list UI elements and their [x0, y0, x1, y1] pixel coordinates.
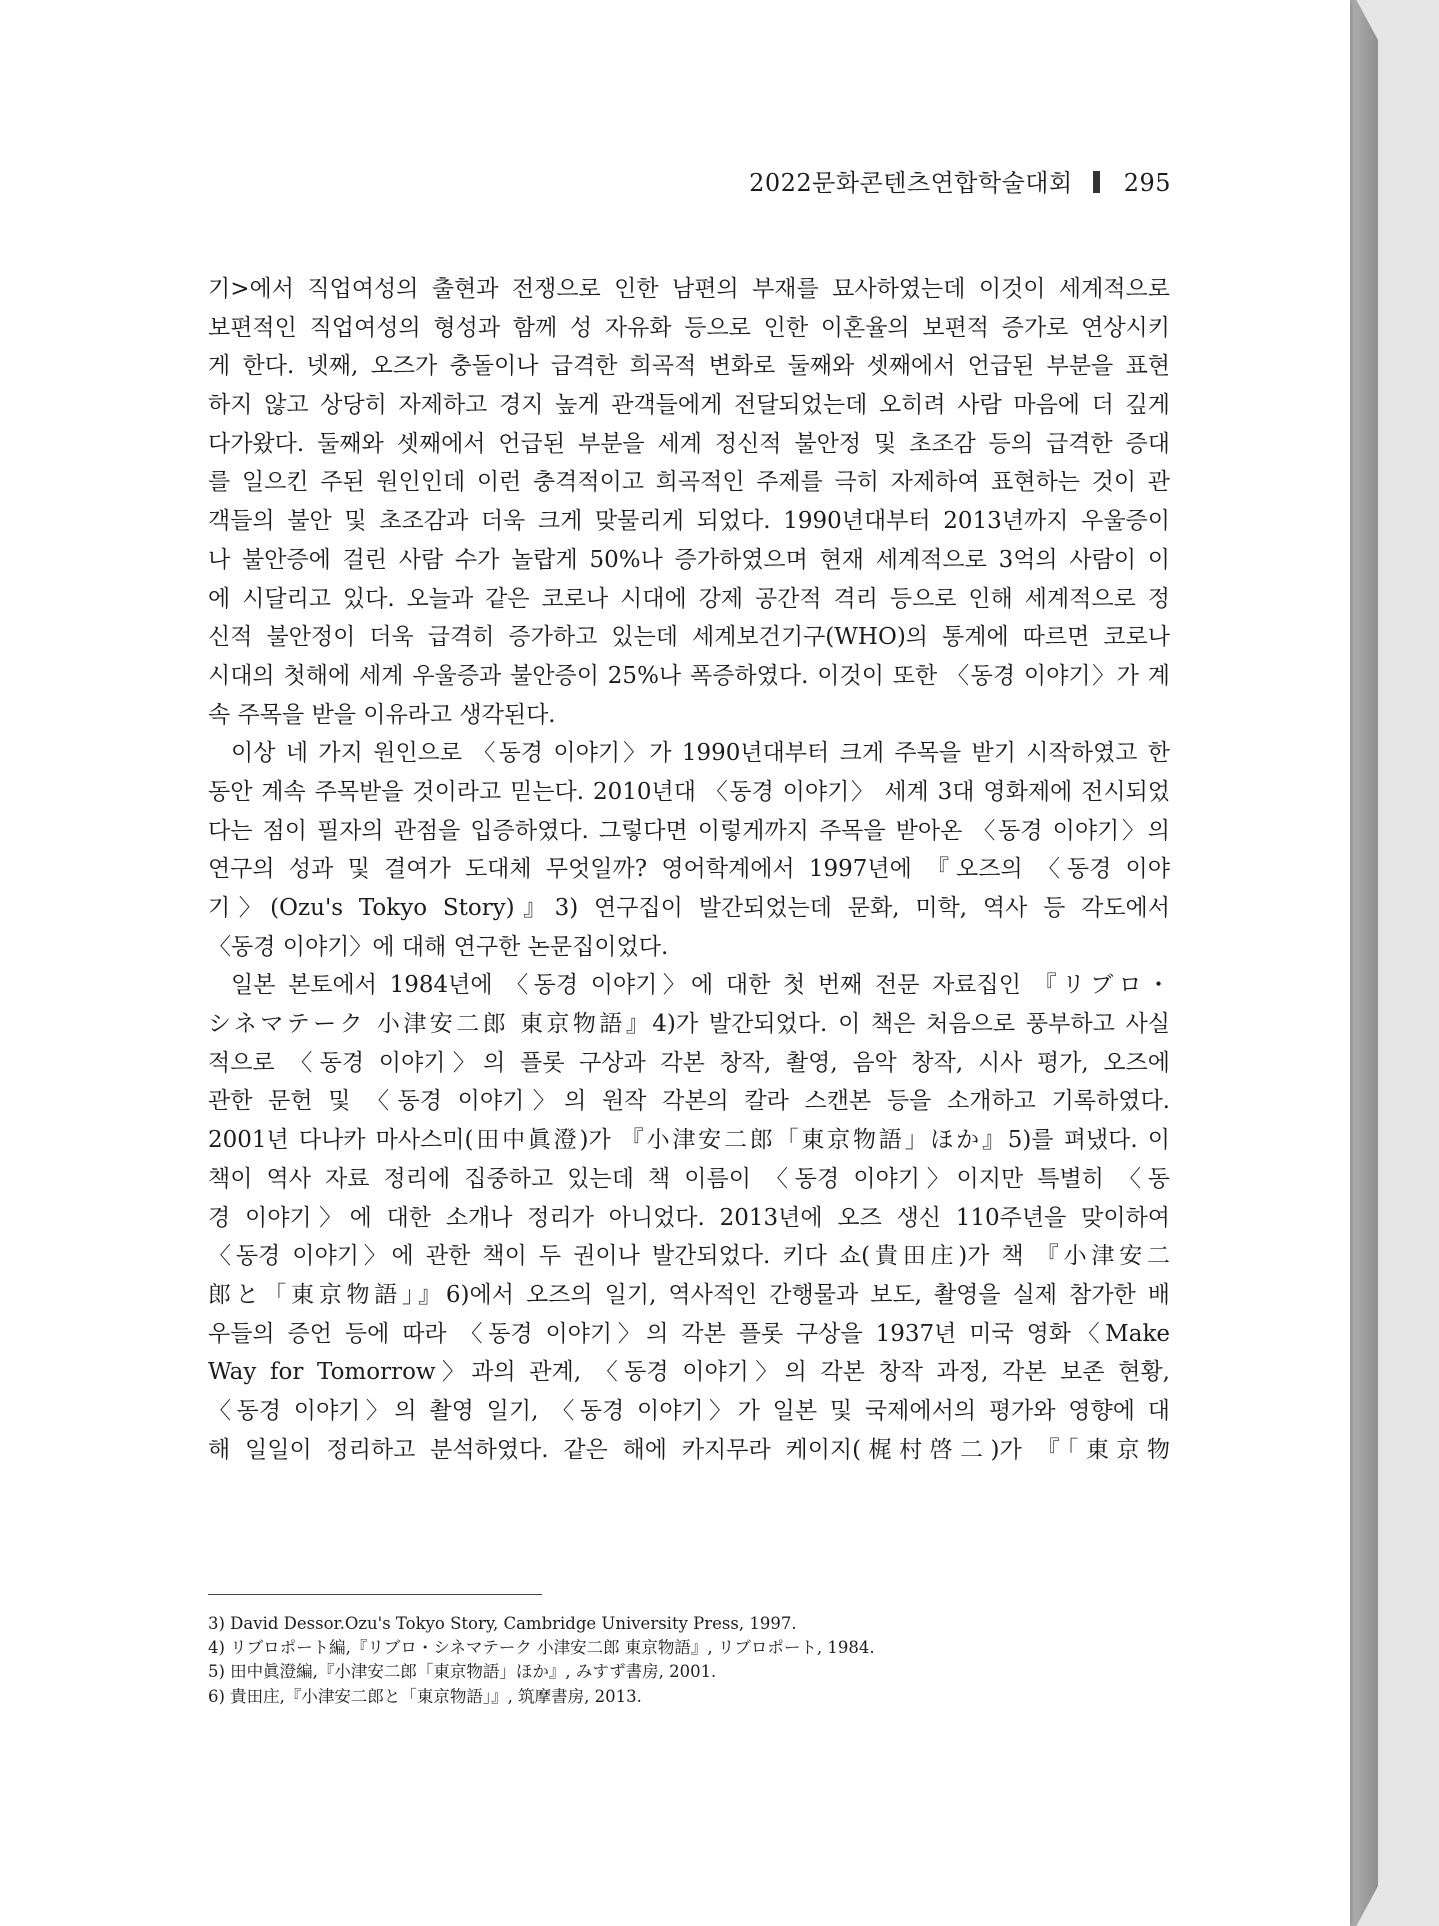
- text-line: 〈동경 이야기〉에 대해 연구한 논문집이었다.: [208, 933, 669, 960]
- page-number: 295: [1123, 169, 1171, 197]
- text-line: 관한 문헌 및 〈동경 이야기〉의 원작 각본의 칼라 스캔본 등을 소개하고 기록하였다.: [208, 1088, 1170, 1115]
- text-line: 시대의 첫해에 세계 우울증과 불안증이 25%나 폭증하였다. 이것이 또한 〈동경 이야기〉가 계: [208, 662, 1170, 689]
- text-line: 다는 점이 필자의 관점을 입증하였다. 그렇다면 이렇게까지 주목을 받아온 〈동경 이야기〉의: [208, 817, 1170, 844]
- text-line: 우들의 증언 등에 따라 〈동경 이야기〉의 각본 플롯 구상을 1937년 미국 영화〈Make: [208, 1320, 1170, 1347]
- text-line: 동안 계속 주목받을 것이라고 믿는다. 2010년대 〈동경 이야기〉 세계 3대 영화제에 전시되었: [208, 778, 1170, 805]
- footnote: 5) 田中眞澄編,『小津安二郎「東京物語」ほか』, みすず書房, 2001.: [208, 1662, 717, 1682]
- text-line: 일본 본토에서 1984년에 〈동경 이야기〉에 대한 첫 번째 전문 자료집인 『リブロ・: [231, 972, 1170, 999]
- text-line: 郎と「東京物語」』6)에서 오즈의 일기, 역사적인 간행물과 보도, 촬영을 실제 참가한 배: [208, 1281, 1170, 1308]
- text-line: 를 일으킨 주된 원인인데 이런 충격적이고 희곡적인 주제를 극히 자제하여 표현하는 것이 관: [208, 469, 1170, 496]
- footnote: 3) David Dessor.Ozu's Tokyo Story, Cambridge University Press, 1997.: [208, 1614, 797, 1633]
- text-line: シネマテーク 小津安二郎 東京物語』4)가 발간되었다. 이 책은 처음으로 풍부하고 사실: [208, 1011, 1170, 1038]
- text-line: 연구의 성과 및 결여가 도대체 무엇일까? 영어학계에서 1997년에 『오즈의 〈동경 이야: [208, 856, 1170, 883]
- text-line: 책이 역사 자료 정리에 집중하고 있는데 책 이름이 〈동경 이야기〉이지만 특별히 〈동: [208, 1165, 1170, 1192]
- running-header: [749, 163, 1171, 198]
- text-line: 속 주목을 받을 이유라고 생각된다.: [208, 701, 556, 728]
- header-title: 2022문화콘텐츠연합학술대회: [749, 169, 1073, 197]
- footnote-divider: [208, 1594, 542, 1595]
- text-line: 〈동경 이야기〉에 관한 책이 두 권이나 발간되었다. 키다 쇼(貴田庄)가 책 『小津安二: [208, 1243, 1170, 1270]
- footnote: 6) 貴田庄,『小津安二郎と「東京物語」』, 筑摩書房, 2013.: [208, 1686, 642, 1706]
- text-line: 에 시달리고 있다. 오늘과 같은 코로나 시대에 강제 공간적 격리 등으로 인해 세계적으로 정: [208, 585, 1170, 612]
- footnote: 4) リブロポート編,『リブロ・シネマテーク 小津安二郎 東京物語』, リブロポート, 1984.: [208, 1638, 875, 1658]
- text-line: 게 한다. 넷째, 오즈가 충돌이나 급격한 희곡적 변화로 둘째와 셋째에서 언급된 부분을 표현: [208, 353, 1170, 380]
- text-line: 신적 불안정이 더욱 급격히 증가하고 있는데 세계보건기구(WHO)의 통계에 따르면 코로나: [208, 624, 1170, 651]
- text-line: 보편적인 직업여성의 형성과 함께 성 자유화 등으로 인한 이혼율의 보편적 증가로 연상시키: [208, 314, 1170, 341]
- text-line: 적으로 〈동경 이야기〉의 플롯 구상과 각본 창작, 촬영, 음악 창작, 시사 평가, 오즈에: [208, 1049, 1170, 1076]
- text-line: 경 이야기〉에 대한 소개나 정리가 아니었다. 2013년에 오즈 생신 110주년을 맞이하여: [208, 1204, 1170, 1231]
- text-line: 해 일일이 정리하고 분석하였다. 같은 해에 카지무라 케이지(梶村啓二)가 『「東京物: [208, 1436, 1170, 1463]
- text-line: 기>에서 직업여성의 출현과 전쟁으로 인한 남편의 부재를 묘사하였는데 이것이 세계적으로: [208, 276, 1170, 302]
- text-line: Way for Tomorrow〉과의 관계, 〈동경 이야기〉의 각본 창작 과정, 각본 보존 현황,: [208, 1359, 1170, 1386]
- text-line: 나 불안증에 걸린 사람 수가 놀랍게 50%나 증가하였으며 현재 세계적으로 3억의 사람이 이: [208, 546, 1170, 573]
- text-line: 하지 않고 상당히 자제하고 경지 높게 관객들에게 전달되었는데 오히려 사람 마음에 더 깊게: [208, 392, 1170, 419]
- text-line: 2001년 다나카 마사스미(田中眞澄)가 『小津安二郎「東京物語」ほか』5)를 펴냈다. 이: [208, 1127, 1170, 1154]
- text-line: 이상 네 가지 원인으로 〈동경 이야기〉가 1990년대부터 크게 주목을 받기 시작하였고 한: [231, 740, 1170, 767]
- body-text: [208, 270, 1170, 1469]
- text-line: 〈동경 이야기〉의 촬영 일기, 〈동경 이야기〉가 일본 및 국제에서의 평가와 영향에 대: [208, 1397, 1170, 1424]
- text-line: 객들의 불안 및 초조감과 더욱 크게 맞물리게 되었다. 1990년대부터 2013년까지 우울증이: [208, 508, 1170, 535]
- text-line: 기〉(Ozu's Tokyo Story)』3) 연구집이 발간되었는데 문화, 미학, 역사 등 각도에서: [208, 895, 1170, 921]
- text-line: 다가왔다. 둘째와 셋째에서 언급된 부분을 세계 정신적 불안정 및 초조감 등의 급격한 증대: [208, 430, 1170, 457]
- header-separator: [1093, 171, 1100, 193]
- footnotes: [208, 1612, 1170, 1709]
